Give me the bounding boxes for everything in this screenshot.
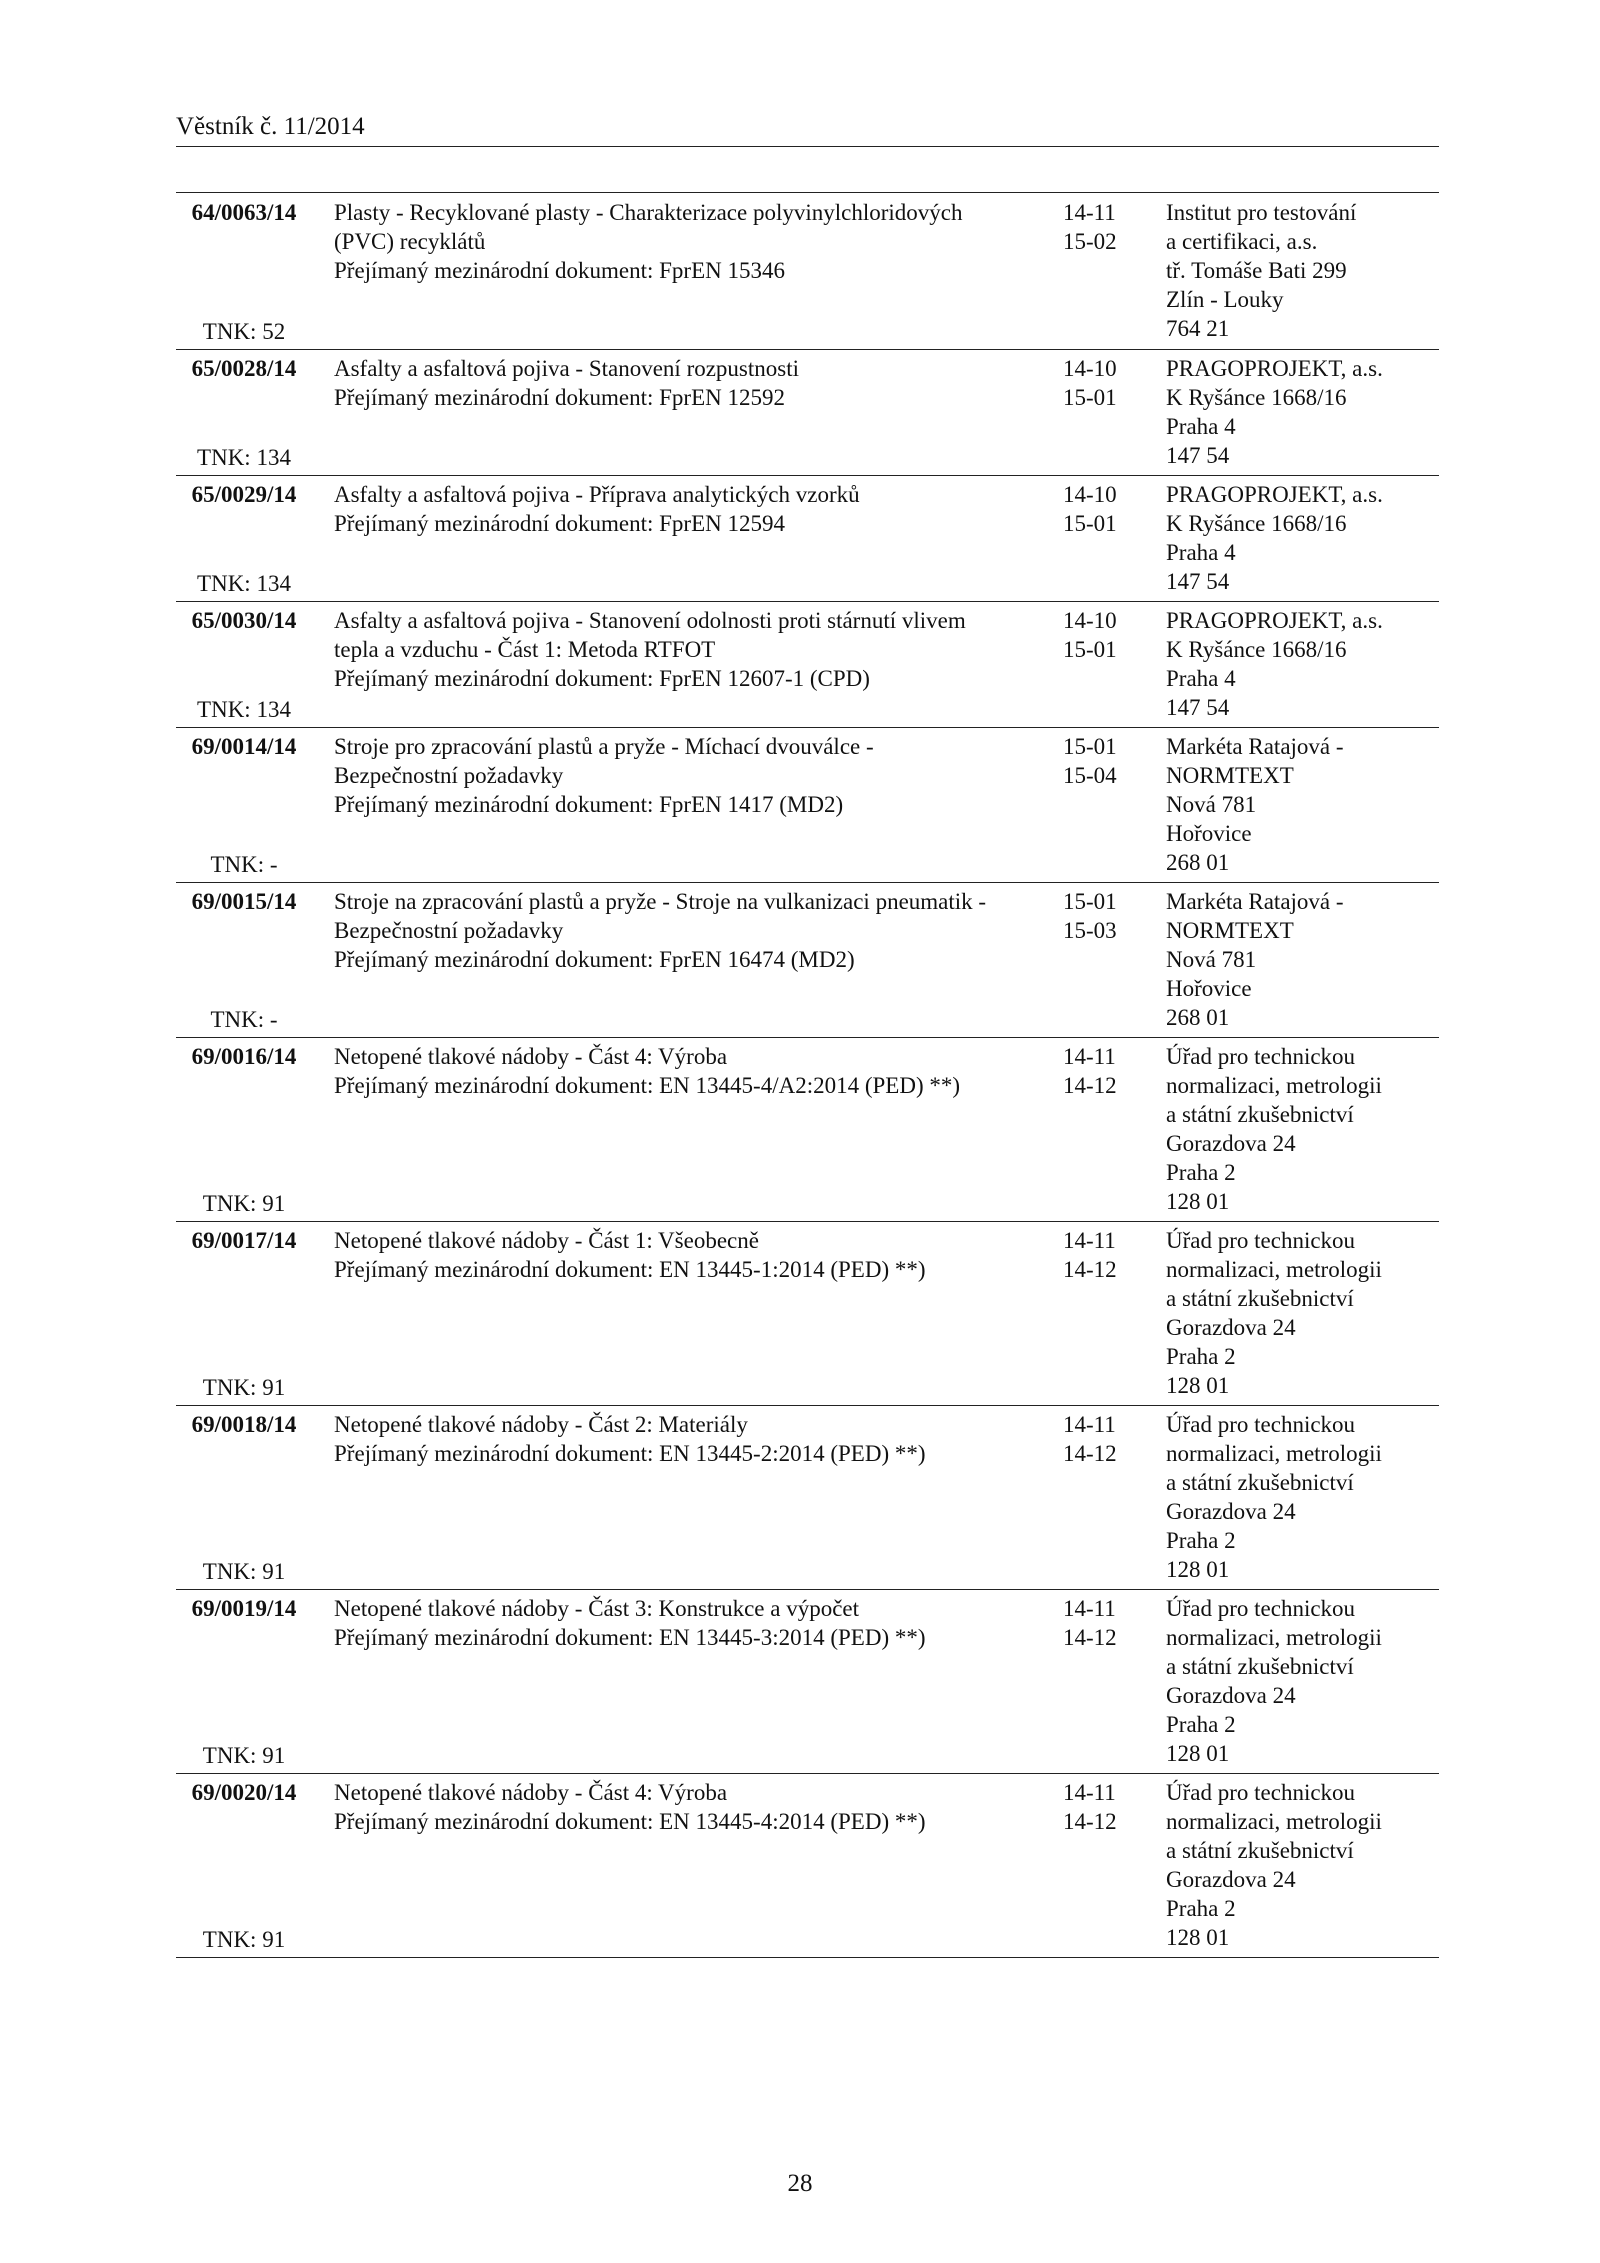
record-organization-line: Úřad pro technickou [1166, 1044, 1356, 1069]
record-organization-line: Gorazdova 24 [1166, 1499, 1296, 1524]
record-organization-line: Praha 2 [1166, 1712, 1236, 1737]
record-dates-line: 15-04 [1063, 763, 1117, 788]
record-id-cell [176, 883, 312, 1037]
record-dates-line: 14-11 [1063, 1044, 1116, 1069]
record-title-line: Asfalty a asfaltová pojiva - Příprava analytických vzorků [334, 482, 860, 507]
record-organization-line: Nová 781 [1166, 792, 1257, 817]
record-title-line: Asfalty a asfaltová pojiva - Stanovení rozpustnosti [334, 356, 800, 381]
record-dates-line: 15-01 [1063, 734, 1117, 759]
record-organization-line: 128 01 [1166, 1925, 1230, 1950]
page-header-title: Věstník č. 11/2014 [176, 113, 365, 140]
record-title-line: Přejímaný mezinárodní dokument: EN 13445-1:2014 (PED) **) [334, 1257, 926, 1282]
record-dates-line: 14-12 [1063, 1441, 1117, 1466]
record-dates-line: 14-10 [1063, 482, 1117, 507]
page-number: 28 [787, 2170, 813, 2197]
record-organization-line: tř. Tomáše Bati 299 [1166, 258, 1347, 283]
record-organization [1166, 480, 1438, 596]
record-dates-line: 14-11 [1063, 200, 1116, 225]
record-number: 69/0016/14 [191, 1044, 297, 1069]
record-id-cell [176, 350, 312, 475]
record-dates [1063, 354, 1143, 412]
record-organization-line: a státní zkušebnictví [1166, 1470, 1354, 1495]
record-organization [1166, 732, 1438, 877]
record-organization-line: a státní zkušebnictví [1166, 1286, 1354, 1311]
record-organization-line: normalizaci, metrologii [1166, 1441, 1382, 1466]
record-organization [1166, 1410, 1438, 1584]
record-organization-line: PRAGOPROJEKT, a.s. [1166, 608, 1383, 633]
record-organization-line: Markéta Ratajová - [1166, 889, 1344, 914]
record-dates-line: 14-12 [1063, 1625, 1117, 1650]
record-tnk: TNK: 134 [197, 697, 291, 722]
record-tnk: TNK: 91 [202, 1927, 286, 1952]
record-dates-line: 14-12 [1063, 1073, 1117, 1098]
record-organization-line: Praha 2 [1166, 1528, 1236, 1553]
record-title-line: Netopené tlakové nádoby - Část 4: Výroba [334, 1044, 728, 1069]
record-dates [1063, 887, 1143, 945]
record-organization-line: 128 01 [1166, 1557, 1230, 1582]
table-row [176, 476, 1439, 602]
record-organization-line: normalizaci, metrologii [1166, 1625, 1382, 1650]
table-top-rule [176, 192, 1439, 193]
record-id-cell [176, 194, 312, 349]
record-dates-line: 14-11 [1063, 1780, 1116, 1805]
table-row [176, 1590, 1439, 1774]
record-id-cell [176, 1222, 312, 1405]
header-rule [176, 146, 1439, 147]
table-row [176, 602, 1439, 728]
record-organization [1166, 1226, 1438, 1400]
record-title-line: Bezpečnostní požadavky [334, 918, 564, 943]
record-dates-line: 15-01 [1063, 385, 1117, 410]
record-title-line: Netopené tlakové nádoby - Část 4: Výroba [334, 1780, 728, 1805]
record-dates [1063, 1594, 1143, 1652]
record-organization-line: 268 01 [1166, 850, 1230, 875]
record-organization-line: Gorazdova 24 [1166, 1315, 1296, 1340]
record-title-line: Netopené tlakové nádoby - Část 3: Konstrukce a výpočet [334, 1596, 860, 1621]
record-organization-line: K Ryšánce 1668/16 [1166, 511, 1347, 536]
record-organization-line: Praha 4 [1166, 666, 1236, 691]
record-title-line: Asfalty a asfaltová pojiva - Stanovení odolnosti proti stárnutí vlivem [334, 608, 966, 633]
record-title-line: Netopené tlakové nádoby - Část 2: Materiály [334, 1412, 748, 1437]
record-organization-line: normalizaci, metrologii [1166, 1809, 1382, 1834]
record-organization-line: normalizaci, metrologii [1166, 1073, 1382, 1098]
record-title-line: Netopené tlakové nádoby - Část 1: Všeobecně [334, 1228, 759, 1253]
table-row [176, 350, 1439, 476]
record-number: 65/0030/14 [191, 608, 297, 633]
record-organization-line: Praha 4 [1166, 540, 1236, 565]
table-row [176, 1774, 1439, 1958]
record-tnk: TNK: 91 [202, 1559, 286, 1584]
record-number: 65/0028/14 [191, 356, 297, 381]
record-dates-line: 15-03 [1063, 918, 1117, 943]
record-organization-line: a státní zkušebnictví [1166, 1838, 1354, 1863]
record-dates [1063, 1410, 1143, 1468]
record-tnk: TNK: 91 [202, 1191, 286, 1216]
record-title-line: Přejímaný mezinárodní dokument: FprEN 12592 [334, 385, 785, 410]
record-title-line: Přejímaný mezinárodní dokument: FprEN 12594 [334, 511, 785, 536]
record-organization-line: Gorazdova 24 [1166, 1131, 1296, 1156]
record-number: 69/0014/14 [191, 734, 297, 759]
record-organization-line: 128 01 [1166, 1373, 1230, 1398]
record-organization-line: Hořovice [1166, 976, 1252, 1001]
record-organization-line: 764 21 [1166, 316, 1230, 341]
record-title-line: Přejímaný mezinárodní dokument: EN 13445-2:2014 (PED) **) [334, 1441, 926, 1466]
record-tnk: TNK: - [210, 852, 278, 877]
record-organization-line: NORMTEXT [1166, 918, 1294, 943]
record-organization-line: 268 01 [1166, 1005, 1230, 1030]
record-title-line: Přejímaný mezinárodní dokument: FprEN 16474 (MD2) [334, 947, 855, 972]
record-organization-line: normalizaci, metrologii [1166, 1257, 1382, 1282]
record-organization-line: Institut pro testování [1166, 200, 1357, 225]
record-dates [1063, 606, 1143, 664]
record-organization-line: Gorazdova 24 [1166, 1867, 1296, 1892]
record-title-line: Přejímaný mezinárodní dokument: FprEN 15346 [334, 258, 785, 283]
record-dates-line: 14-10 [1063, 356, 1117, 381]
record-organization-line: a státní zkušebnictví [1166, 1654, 1354, 1679]
record-tnk: TNK: 91 [202, 1375, 286, 1400]
record-dates [1063, 480, 1143, 538]
record-title-line: Přejímaný mezinárodní dokument: EN 13445-3:2014 (PED) **) [334, 1625, 926, 1650]
record-id-cell [176, 1774, 312, 1957]
record-organization-line: Úřad pro technickou [1166, 1780, 1356, 1805]
table-row [176, 728, 1439, 883]
record-organization-line: Zlín - Louky [1166, 287, 1284, 312]
record-id-cell [176, 476, 312, 601]
record-dates-line: 14-11 [1063, 1596, 1116, 1621]
record-number: 65/0029/14 [191, 482, 297, 507]
record-number: 69/0015/14 [191, 889, 297, 914]
record-organization-line: Praha 2 [1166, 1344, 1236, 1369]
record-organization [1166, 198, 1438, 343]
record-number: 69/0017/14 [191, 1228, 297, 1253]
record-number: 69/0018/14 [191, 1412, 297, 1437]
record-organization-line: PRAGOPROJEKT, a.s. [1166, 482, 1383, 507]
record-title-line: tepla a vzduchu - Část 1: Metoda RTFOT [334, 637, 716, 662]
record-id-cell [176, 1406, 312, 1589]
record-organization [1166, 887, 1438, 1032]
record-organization-line: K Ryšánce 1668/16 [1166, 385, 1347, 410]
record-organization-line: Praha 4 [1166, 414, 1236, 439]
record-tnk: TNK: 134 [197, 571, 291, 596]
table-row [176, 1222, 1439, 1406]
record-organization-line: K Ryšánce 1668/16 [1166, 637, 1347, 662]
record-organization-line: 128 01 [1166, 1189, 1230, 1214]
table-row [176, 1038, 1439, 1222]
record-dates-line: 14-10 [1063, 608, 1117, 633]
record-title-line: Stroje pro zpracování plastů a pryže - Míchací dvouválce - [334, 734, 874, 759]
record-organization-line: 147 54 [1166, 569, 1230, 594]
record-dates-line: 15-01 [1063, 889, 1117, 914]
record-dates-line: 15-01 [1063, 637, 1117, 662]
record-organization [1166, 1594, 1438, 1768]
record-dates [1063, 198, 1143, 256]
record-dates [1063, 1042, 1143, 1100]
record-title-line: Stroje na zpracování plastů a pryže - Stroje na vulkanizaci pneumatik - [334, 889, 987, 914]
record-dates-line: 14-11 [1063, 1228, 1116, 1253]
record-title-line: Přejímaný mezinárodní dokument: FprEN 1417 (MD2) [334, 792, 844, 817]
record-tnk: TNK: - [210, 1007, 278, 1032]
record-title-line: Přejímaný mezinárodní dokument: EN 13445-4:2014 (PED) **) [334, 1809, 926, 1834]
record-organization-line: Úřad pro technickou [1166, 1228, 1356, 1253]
standards-table [176, 194, 1439, 1958]
record-organization-line: 147 54 [1166, 443, 1230, 468]
record-number: 64/0063/14 [191, 200, 297, 225]
record-dates-line: 15-02 [1063, 229, 1117, 254]
record-organization-line: a certifikaci, a.s. [1166, 229, 1318, 254]
record-title-line: Přejímaný mezinárodní dokument: FprEN 12607-1 (CPD) [334, 666, 870, 691]
record-id-cell [176, 1038, 312, 1221]
record-tnk: TNK: 91 [202, 1743, 286, 1768]
record-organization-line: Úřad pro technickou [1166, 1596, 1356, 1621]
table-row [176, 194, 1439, 350]
record-organization-line: Praha 2 [1166, 1896, 1236, 1921]
record-tnk: TNK: 52 [202, 319, 286, 344]
record-organization-line: 128 01 [1166, 1741, 1230, 1766]
record-organization [1166, 606, 1438, 722]
record-tnk: TNK: 134 [197, 445, 291, 470]
record-dates [1063, 732, 1143, 790]
record-organization-line: Hořovice [1166, 821, 1252, 846]
record-title-line: Plasty - Recyklované plasty - Charakterizace polyvinylchloridových [334, 200, 963, 225]
record-organization-line: PRAGOPROJEKT, a.s. [1166, 356, 1383, 381]
record-dates-line: 15-01 [1063, 511, 1117, 536]
record-dates-line: 14-12 [1063, 1257, 1117, 1282]
record-title-line: Přejímaný mezinárodní dokument: EN 13445-4/A2:2014 (PED) **) [334, 1073, 961, 1098]
record-organization-line: NORMTEXT [1166, 763, 1294, 788]
record-organization-line: Markéta Ratajová - [1166, 734, 1344, 759]
record-id-cell [176, 728, 312, 882]
record-organization [1166, 1778, 1438, 1952]
record-dates [1063, 1226, 1143, 1284]
record-organization-line: Úřad pro technickou [1166, 1412, 1356, 1437]
record-organization-line: 147 54 [1166, 695, 1230, 720]
record-organization [1166, 1042, 1438, 1216]
record-title-line: (PVC) recyklátů [334, 229, 486, 254]
table-row [176, 1406, 1439, 1590]
table-row [176, 883, 1439, 1038]
record-organization-line: Gorazdova 24 [1166, 1683, 1296, 1708]
record-id-cell [176, 1590, 312, 1773]
record-organization-line: Nová 781 [1166, 947, 1257, 972]
record-number: 69/0019/14 [191, 1596, 297, 1621]
record-organization-line: a státní zkušebnictví [1166, 1102, 1354, 1127]
record-title-line: Bezpečnostní požadavky [334, 763, 564, 788]
record-dates-line: 14-11 [1063, 1412, 1116, 1437]
record-number: 69/0020/14 [191, 1780, 297, 1805]
record-dates-line: 14-12 [1063, 1809, 1117, 1834]
record-id-cell [176, 602, 312, 727]
record-organization-line: Praha 2 [1166, 1160, 1236, 1185]
record-organization [1166, 354, 1438, 470]
record-dates [1063, 1778, 1143, 1836]
